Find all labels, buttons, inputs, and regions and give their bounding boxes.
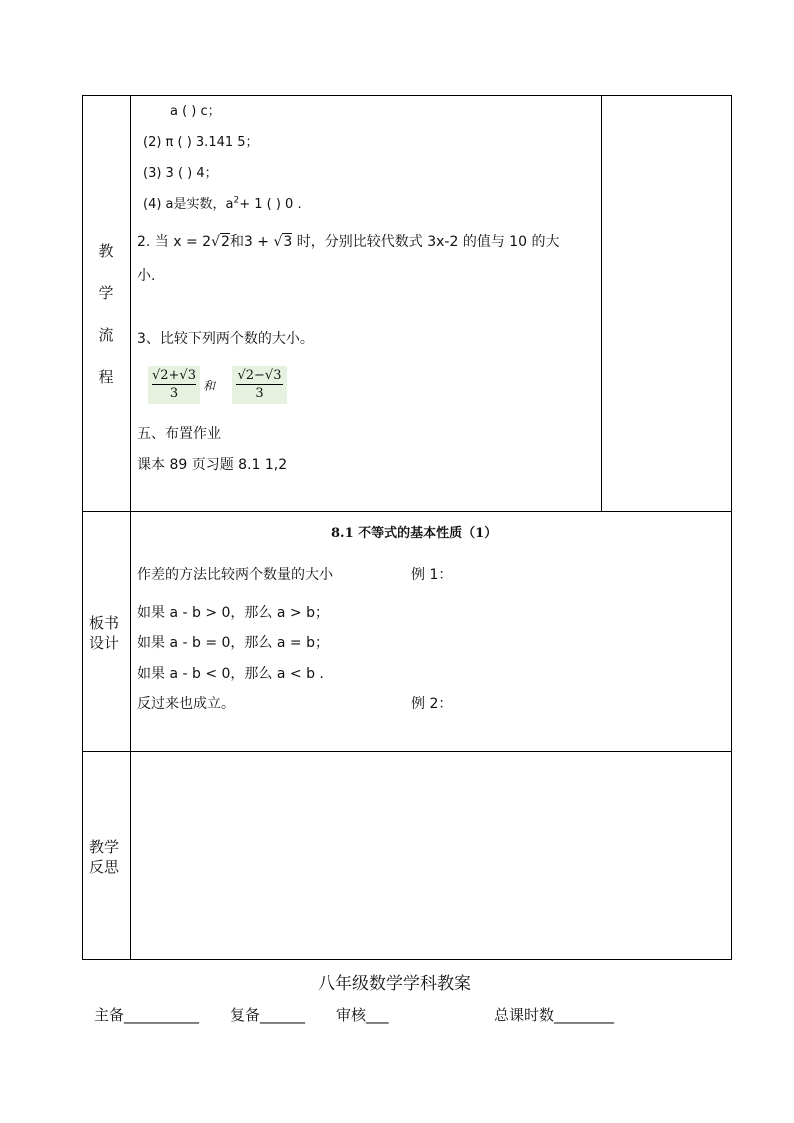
footer-field-blank: ________: [554, 1006, 615, 1024]
question-2-radicand-2: 3: [283, 234, 293, 250]
question-3: 3、比较下列两个数的大小。: [137, 331, 314, 347]
fraction-1-numerator: √2+√3: [151, 368, 196, 383]
section1-label-char: 学: [98, 284, 114, 302]
footer-field-label: 主备: [94, 1006, 125, 1024]
table-border-left: [82, 95, 83, 960]
footer-field-blank: ______: [260, 1006, 306, 1024]
section1-notes-divider: [601, 95, 602, 511]
footer-field-review-prep: [230, 1006, 305, 1024]
table-border-bottom: [82, 959, 732, 960]
sqrt-symbol: √: [211, 234, 221, 250]
table-border-top: [82, 95, 732, 96]
board-example-1: 例 1：: [411, 567, 453, 583]
fraction-1-bar: [152, 384, 196, 385]
board-converse: 反过来也成立。: [137, 696, 235, 712]
table-border-right: [731, 95, 732, 960]
board-title: 8.1 不等式的基本性质（1）: [331, 526, 498, 541]
question-2-mid: 和3 +: [229, 234, 274, 250]
fraction-2-bar: [236, 384, 283, 385]
board-rule-3: 如果 a - b < 0，那么 a < b .: [137, 666, 324, 682]
question-2: [137, 233, 560, 251]
exercise-line-3: (3) 3 ( ) 4；: [143, 166, 218, 181]
sqrt-symbol: √: [273, 234, 283, 250]
homework-detail: 课本 89 页习题 8.1 1,2: [137, 457, 288, 473]
table-divider-1: [82, 511, 732, 512]
board-rule-2: 如果 a - b = 0，那么 a = b；: [137, 635, 329, 651]
footer-field-label: 总课时数: [494, 1006, 555, 1024]
board-example-2: 例 2：: [411, 696, 453, 712]
section3-label-line: 反思: [89, 858, 120, 876]
fraction-1: [148, 366, 200, 404]
footer-field-audit: [336, 1006, 389, 1024]
footer-field-total-hours: [494, 1006, 614, 1024]
question-2-pre: 2. 当 x = 2: [137, 234, 212, 250]
section2-label-line: 设计: [89, 634, 120, 652]
exercise-line-4-sup: 2: [233, 195, 240, 206]
question-2-continued: 小.: [137, 268, 156, 284]
footer-field-lead-prep: [94, 1006, 199, 1024]
fraction-1-denominator: 3: [169, 386, 179, 401]
footer-field-blank: __________: [124, 1006, 200, 1024]
fraction-and: 和: [203, 379, 216, 393]
fraction-2-denominator: 3: [255, 386, 264, 401]
reflection-area: [131, 752, 731, 959]
section2-label-line: 板书: [89, 614, 120, 632]
fraction-2: [232, 366, 287, 404]
exercise-line-2: (2) π ( ) 3.141 5；: [143, 135, 259, 150]
question-2-radicand-1: 2: [221, 234, 230, 250]
exercise-line-a: a ( ) c；: [170, 104, 221, 119]
footer-field-label: 复备: [230, 1006, 261, 1024]
section1-label-char: 流: [98, 326, 114, 344]
exercise-line-4: [143, 196, 302, 214]
footer-field-blank: ___: [366, 1006, 389, 1024]
fraction-2-numerator: √2−√3: [237, 368, 282, 383]
exercise-line-4-post: + 1 ( ) 0 .: [239, 197, 302, 212]
section3-label-line: 教学: [89, 838, 120, 856]
board-method: 作差的方法比较两个数量的大小: [137, 567, 333, 583]
homework-title: 五、布置作业: [137, 426, 221, 442]
footer-title: 八年级数学学科教案: [318, 974, 471, 994]
question-2-post: 时，分别比较代数式 3x-2 的值与 10 的大: [292, 234, 560, 250]
section1-label-char: 教: [98, 242, 114, 260]
section1-label-char: 程: [98, 368, 114, 386]
board-rule-1: 如果 a - b > 0，那么 a > b；: [137, 605, 329, 621]
footer-field-label: 审核: [336, 1006, 367, 1024]
exercise-line-4-pre: (4) a是实数，a: [143, 197, 234, 212]
